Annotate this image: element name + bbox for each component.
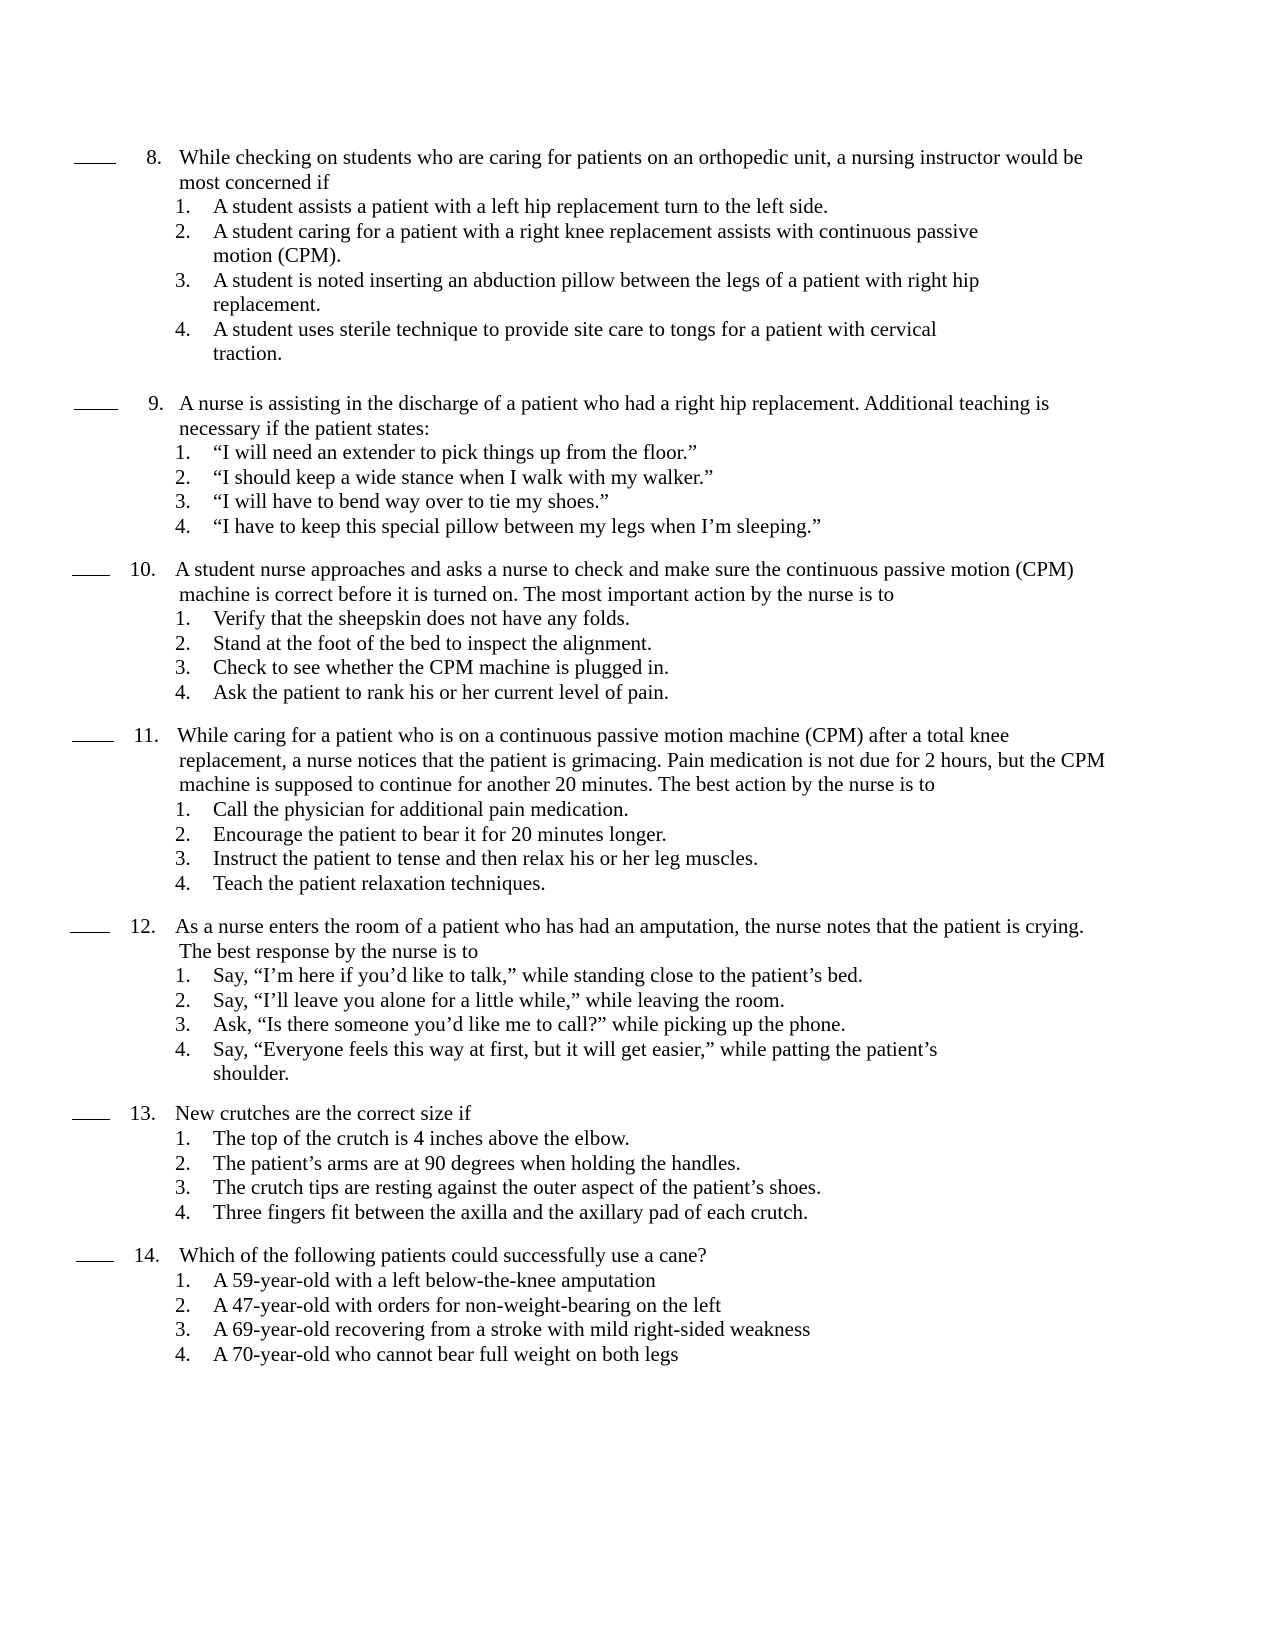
option-number: 1.: [175, 1126, 191, 1150]
question-number: 10.: [129, 557, 156, 581]
option-item: [175, 797, 1075, 822]
option-item: [175, 514, 1075, 539]
option-list: [175, 440, 1075, 538]
option-number: 2.: [175, 630, 191, 655]
option-item: [175, 1342, 1075, 1367]
option-number: 1.: [175, 194, 191, 218]
option-text: Ask, “Is there someone you’d like me to call?” while picking up the phone.: [213, 1012, 846, 1036]
stem-line: machine is supposed to continue for another 20 minutes. The best action by the nurse is to: [179, 772, 936, 796]
option-item: [175, 317, 1075, 366]
stem-line: While checking on students who are caring for patients on an orthopedic unit, a nursing instructor would be: [179, 145, 1083, 169]
option-item: [175, 846, 1075, 871]
option-number: 2.: [175, 1292, 191, 1317]
option-number: 2.: [175, 987, 191, 1012]
option-list: [175, 1126, 1075, 1224]
option-text: A student assists a patient with a left hip replacement turn to the left side.: [213, 194, 829, 218]
stem-line: The best response by the nurse is to: [179, 938, 479, 963]
option-item: [175, 871, 1075, 896]
question-stem: [175, 914, 1175, 963]
answer-blank[interactable]: [72, 1105, 110, 1120]
option-item: [175, 822, 1075, 847]
answer-blank[interactable]: [76, 1247, 114, 1262]
option-item: [175, 963, 1075, 988]
option-item: [175, 465, 1075, 490]
option-item: [175, 1293, 1075, 1318]
question-number: 11.: [133, 723, 159, 747]
option-text: Say, “I’ll leave you alone for a little while,” while leaving the room.: [213, 987, 785, 1012]
option-text: The crutch tips are resting against the outer aspect of the patient’s shoes.: [213, 1175, 822, 1199]
option-number: 3.: [175, 1175, 191, 1199]
option-number: 1.: [175, 797, 191, 821]
stem-line: necessary if the patient states:: [179, 415, 430, 440]
stem-line: New crutches are the correct size if: [175, 1101, 472, 1125]
option-item: [175, 489, 1075, 514]
option-item: [175, 1200, 1075, 1225]
option-text-cont: shoulder.: [213, 1061, 290, 1085]
option-list: [175, 606, 1075, 704]
option-text-cont: traction.: [213, 341, 283, 365]
option-text: Call the physician for additional pain medication.: [213, 797, 629, 821]
question-stem: [177, 723, 1237, 797]
option-number: 2.: [175, 821, 191, 846]
option-text: Check to see whether the CPM machine is plugged in.: [213, 655, 670, 679]
option-number: 1.: [175, 440, 191, 464]
option-item: [175, 219, 1075, 268]
option-text: Ask the patient to rank his or her current level of pain.: [213, 679, 670, 704]
option-text: A 69-year-old recovering from a stroke with mild right-sided weakness: [213, 1317, 811, 1341]
option-item: [175, 631, 1075, 656]
option-item: [175, 1151, 1075, 1176]
option-text: “I will need an extender to pick things up from the floor.”: [213, 440, 698, 464]
question-number: 12.: [129, 914, 156, 938]
option-item: [175, 988, 1075, 1013]
option-number: 1.: [175, 1268, 191, 1292]
question-stem: [175, 557, 1175, 606]
option-text: The patient’s arms are at 90 degrees when holding the handles.: [213, 1150, 741, 1175]
answer-blank[interactable]: [74, 395, 118, 410]
option-text: “I should keep a wide stance when I walk with my walker.”: [213, 464, 714, 489]
option-number: 3.: [175, 489, 191, 513]
option-list: [175, 963, 1075, 1086]
option-text: The top of the crutch is 4 inches above the elbow.: [213, 1126, 630, 1150]
option-number: 3.: [175, 267, 191, 292]
option-list: [175, 1268, 1075, 1366]
option-number: 2.: [175, 1150, 191, 1175]
option-item: [175, 268, 1075, 317]
option-text: Teach the patient relaxation techniques.: [213, 870, 546, 895]
option-number: 3.: [175, 846, 191, 870]
option-list: [175, 194, 1075, 366]
question-stem: [179, 1243, 1179, 1268]
option-number: 4.: [175, 1341, 191, 1366]
option-number: 1.: [175, 606, 191, 630]
option-text: “I have to keep this special pillow between my legs when I’m sleeping.”: [213, 513, 822, 538]
stem-line: most concerned if: [179, 169, 330, 194]
option-text: Three fingers fit between the axilla and the axillary pad of each crutch.: [213, 1199, 809, 1224]
answer-blank[interactable]: [74, 149, 116, 164]
option-text: Encourage the patient to bear it for 20 minutes longer.: [213, 821, 667, 846]
option-text: Instruct the patient to tense and then relax his or her leg muscles.: [213, 846, 759, 870]
stem-line: Which of the following patients could successfully use a cane?: [179, 1243, 707, 1267]
option-item: [175, 655, 1075, 680]
option-number: 4.: [175, 870, 191, 895]
option-number: 4.: [175, 1199, 191, 1224]
question-stem: [179, 391, 1179, 440]
option-number: 3.: [175, 1012, 191, 1036]
option-text: A 59-year-old with a left below-the-knee amputation: [213, 1268, 656, 1292]
option-item: [175, 1175, 1075, 1200]
option-text: “I will have to bend way over to tie my shoes.”: [213, 489, 609, 513]
question-number: 14.: [133, 1243, 160, 1267]
stem-line: While caring for a patient who is on a continuous passive motion machine (CPM) after a total knee: [177, 723, 1010, 747]
option-number: 4.: [175, 513, 191, 538]
option-item: [175, 606, 1075, 631]
question-number: 13.: [129, 1101, 156, 1125]
stem-line: machine is correct before it is turned on. The most important action by the nurse is to: [179, 581, 895, 606]
option-number: 4.: [175, 1036, 191, 1061]
option-number: 3.: [175, 1317, 191, 1341]
option-item: [175, 1012, 1075, 1037]
option-number: 4.: [175, 316, 191, 341]
answer-blank[interactable]: [72, 727, 114, 742]
question-number: 8.: [146, 145, 162, 169]
stem-line: As a nurse enters the room of a patient who has had an amputation, the nurse notes that the patient is crying.: [175, 914, 1085, 938]
stem-line: replacement, a nurse notices that the patient is grimacing. Pain medication is not due for 2 hours, but the CPM: [179, 747, 1106, 772]
option-text: A student uses sterile technique to provide site care to tongs for a patient with cervical: [213, 316, 937, 341]
option-text: Say, “I’m here if you’d like to talk,” while standing close to the patient’s bed.: [213, 963, 864, 987]
question-stem: [179, 145, 1179, 194]
option-text: A 70-year-old who cannot bear full weight on both legs: [213, 1341, 679, 1366]
option-list: [175, 797, 1075, 895]
option-number: 2.: [175, 218, 191, 243]
option-text-cont: replacement.: [213, 292, 321, 316]
question-stem: [175, 1101, 1175, 1126]
option-text-cont: motion (CPM).: [213, 243, 342, 267]
option-number: 2.: [175, 464, 191, 489]
option-text: A 47-year-old with orders for non-weight-bearing on the left: [213, 1292, 722, 1317]
option-item: [175, 440, 1075, 465]
option-number: 1.: [175, 963, 191, 987]
option-text: Say, “Everyone feels this way at first, but it will get easier,” while patting the patient’s: [213, 1036, 938, 1061]
option-item: [175, 680, 1075, 705]
option-number: 4.: [175, 679, 191, 704]
answer-blank[interactable]: [72, 561, 110, 576]
option-text: Stand at the foot of the bed to inspect the alignment.: [213, 630, 653, 655]
option-item: [175, 1317, 1075, 1342]
stem-line: A nurse is assisting in the discharge of a patient who had a right hip replacement. Additional teaching is: [179, 391, 1050, 415]
option-text: A student caring for a patient with a right knee replacement assists with continuous passive: [213, 218, 979, 243]
option-item: [175, 1268, 1075, 1293]
option-number: 3.: [175, 655, 191, 679]
question-number: 9.: [148, 391, 164, 415]
option-text: A student is noted inserting an abduction pillow between the legs of a patient with right hip: [213, 267, 980, 292]
answer-blank[interactable]: [70, 918, 110, 933]
option-item: [175, 194, 1075, 219]
option-text: Verify that the sheepskin does not have any folds.: [213, 606, 630, 630]
option-item: [175, 1126, 1075, 1151]
stem-line: A student nurse approaches and asks a nurse to check and make sure the continuous passive motion (CPM): [175, 557, 1074, 581]
option-item: [175, 1037, 1075, 1086]
